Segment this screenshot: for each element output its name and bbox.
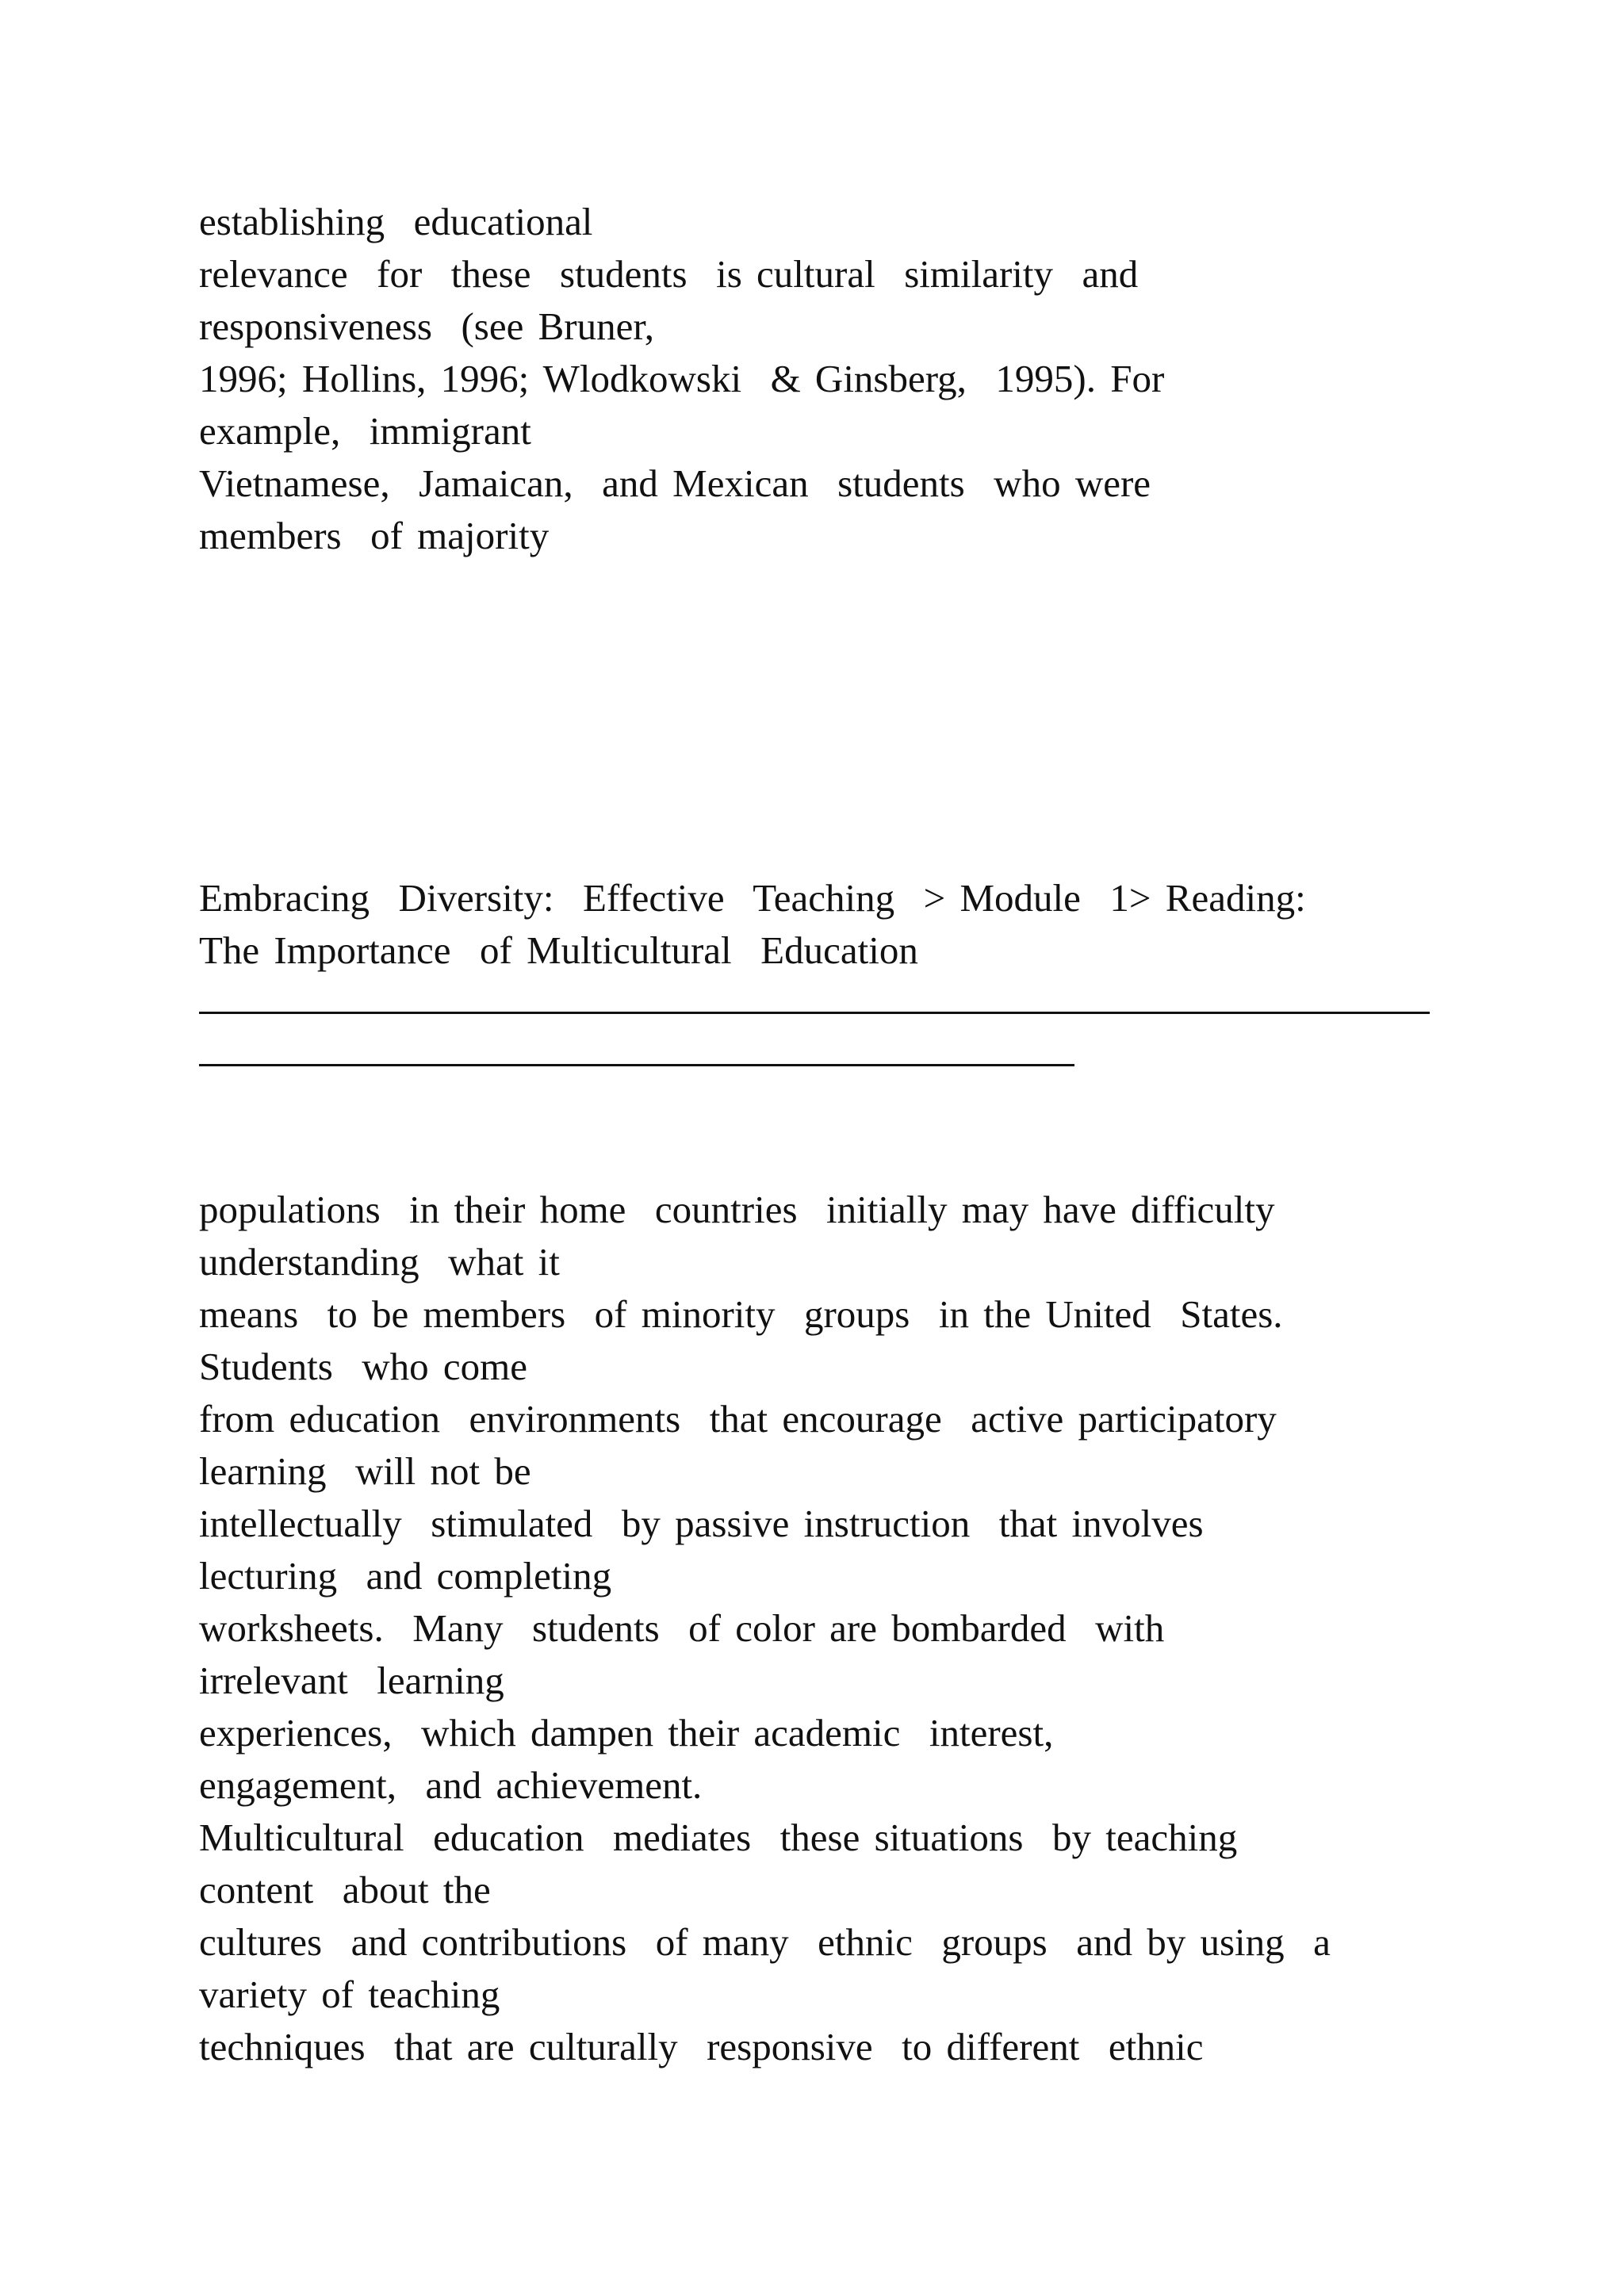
- bottom-paragraph: [199, 1184, 1436, 2073]
- text-line: means to be members of minority groups in the United States.: [199, 1292, 1283, 1336]
- text-line: from education environments that encourage active participatory: [199, 1397, 1277, 1441]
- text-line: Vietnamese, Jamaican, and Mexican students who were: [199, 461, 1151, 505]
- text-line: variety of teaching: [199, 1973, 500, 2016]
- text-line: responsiveness (see Bruner,: [199, 304, 654, 348]
- text-line: Multicultural education mediates these situations by teaching: [199, 1816, 1238, 1859]
- text-line: experiences, which dampen their academic interest,: [199, 1711, 1054, 1755]
- text-line: 1996; Hollins, 1996; Wlodkowski & Ginsberg, 1995). For: [199, 357, 1165, 400]
- text-line: content about the: [199, 1868, 491, 1911]
- text-line: Students who come: [199, 1345, 528, 1388]
- text-line: example, immigrant: [199, 409, 531, 453]
- separator-rule: [199, 977, 1436, 1029]
- text-line: relevance for these students is cultural similarity and: [199, 252, 1139, 296]
- text-line: understanding what it: [199, 1240, 560, 1284]
- text-line: techniques that are culturally responsive to different ethnic: [199, 2025, 1204, 2068]
- separator-rule: [199, 1029, 1436, 1081]
- text-line: members of majority: [199, 514, 550, 557]
- text-line: establishing educational: [199, 200, 593, 243]
- text-line: cultures and contributions of many ethnic groups and by using a: [199, 1920, 1331, 1964]
- header-line: Embracing Diversity: Effective Teaching > Module 1> Reading:: [199, 876, 1306, 920]
- running-header: [199, 872, 1436, 1081]
- text-line: engagement, and achievement.: [199, 1763, 703, 1807]
- text-line: irrelevant learning: [199, 1659, 504, 1702]
- top-paragraph: [199, 196, 1436, 562]
- text-line: lecturing and completing: [199, 1554, 612, 1598]
- text-line: populations in their home countries initially may have difficulty: [199, 1188, 1275, 1231]
- text-line: intellectually stimulated by passive instruction that involves: [199, 1502, 1204, 1545]
- text-line: worksheets. Many students of color are bombarded with: [199, 1606, 1165, 1650]
- text-line: learning will not be: [199, 1449, 531, 1493]
- header-line: The Importance of Multicultural Education: [199, 928, 918, 972]
